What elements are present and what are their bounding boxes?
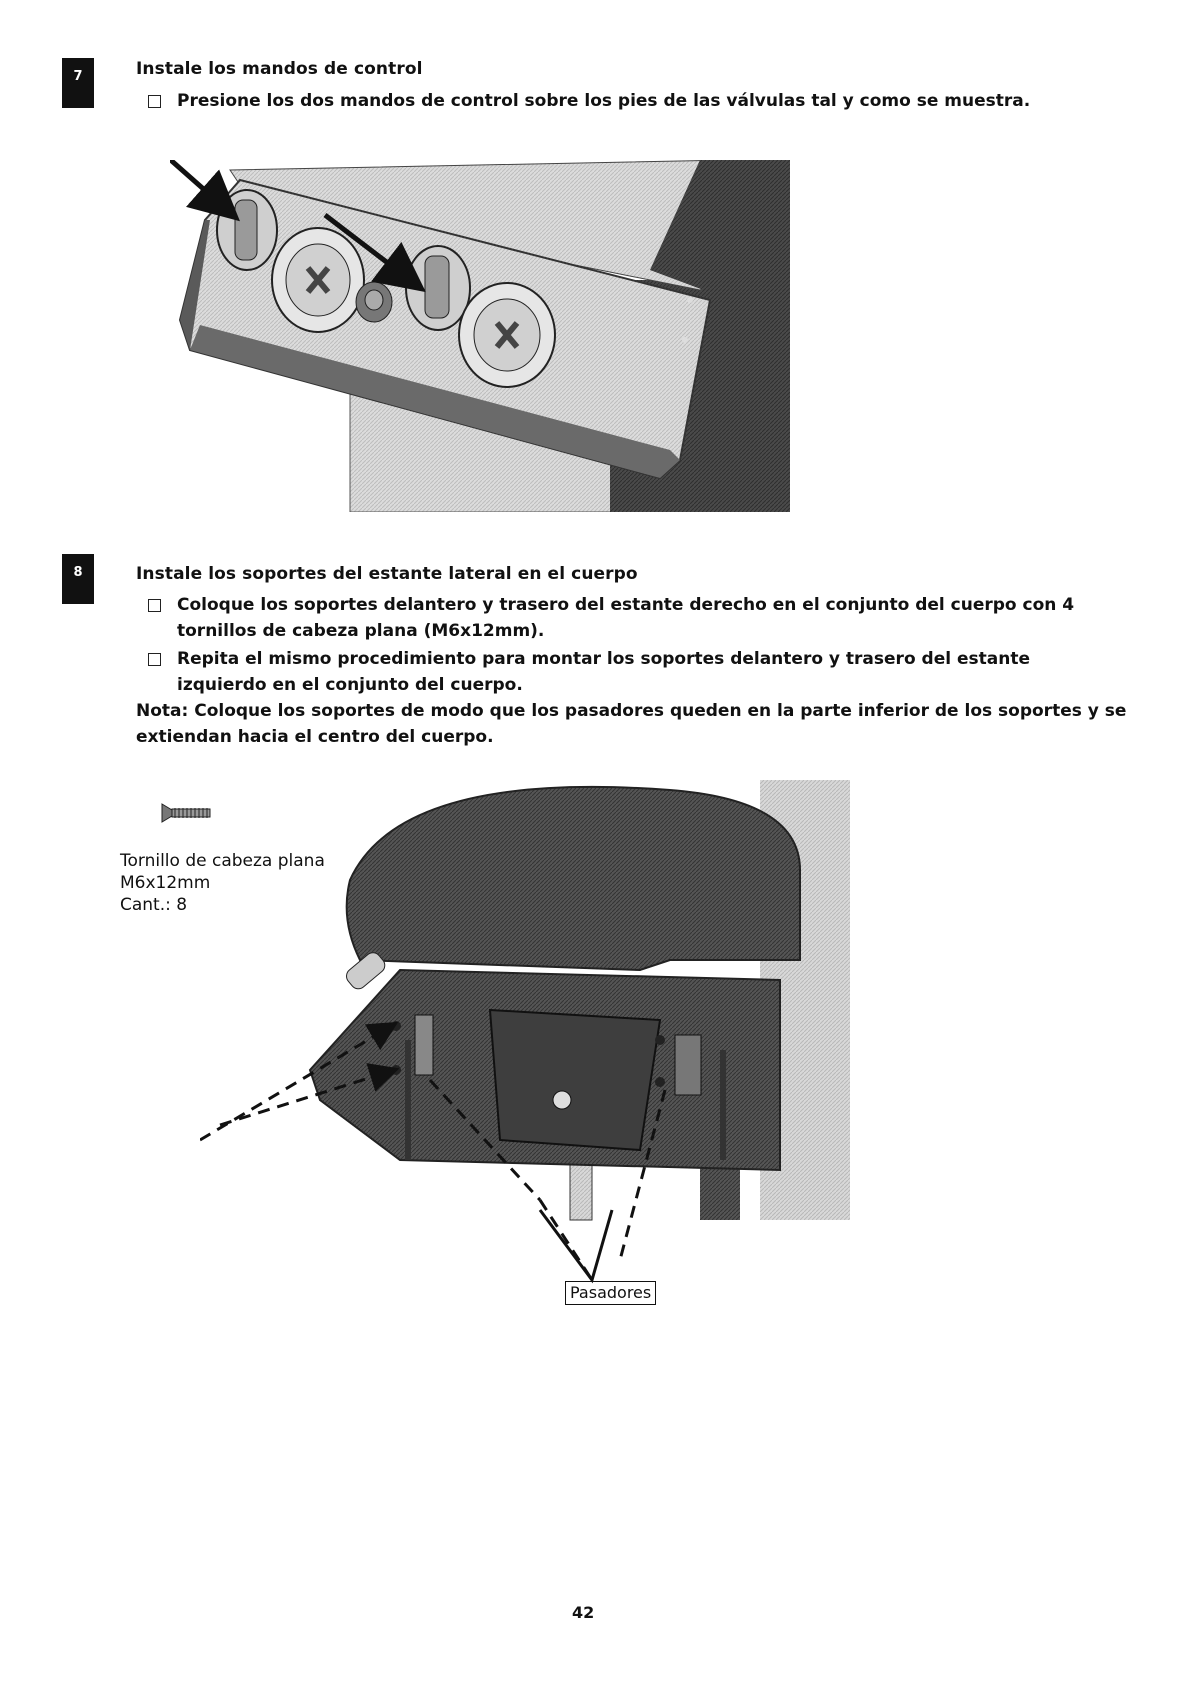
- step-8-bullet-1: [148, 592, 1108, 644]
- step-8-note: Nota: Coloque los soportes de modo que los pasadores queden en la parte inferior de los soportes y se extiendan hacia el centro del cuerpo.: [136, 701, 1127, 747]
- hardware-size: M6x12mm: [120, 873, 211, 893]
- hardware-qty: Cant.: 8: [120, 895, 188, 915]
- step-8-badge: [62, 554, 94, 604]
- checkbox-icon: [148, 653, 161, 666]
- step-7-title: Instale los mandos de control: [136, 59, 423, 79]
- step-8-bullet-2-text: Repita el mismo procedimiento para montar los soportes delantero y trasero del estante izquierdo en el conjunto del cuerpo.: [177, 649, 1030, 695]
- step-8-bullet-1-text: Coloque los soportes delantero y trasero del estante derecho en el conjunto del cuerpo con 4 tornillos de cabeza plana (M6x12mm).: [177, 595, 1075, 641]
- step-8-bullet-2: [148, 646, 1108, 698]
- checkbox-icon: [148, 599, 161, 612]
- step-7-number: 7: [73, 69, 83, 84]
- checkbox-icon: [148, 95, 161, 108]
- step-8-number: 8: [73, 565, 83, 580]
- step-8-title: Instale los soportes del estante lateral en el cuerpo: [136, 564, 638, 584]
- arrow-icon: [170, 160, 225, 208]
- hardware-name: Tornillo de cabeza plana: [120, 851, 325, 871]
- side-shelf-brackets-illustration: [200, 780, 850, 1340]
- page-number: 42: [572, 1603, 595, 1622]
- pins-callout-label: Pasadores: [570, 1283, 652, 1302]
- step-7-bullet-1: [148, 88, 1048, 114]
- control-knobs-illustration: [170, 160, 790, 512]
- step-7-bullet-1-text: Presione los dos mandos de control sobre los pies de las válvulas tal y como se muestra.: [177, 91, 1031, 111]
- step-7-badge: [62, 58, 94, 108]
- pins-callout-box: [565, 1281, 656, 1305]
